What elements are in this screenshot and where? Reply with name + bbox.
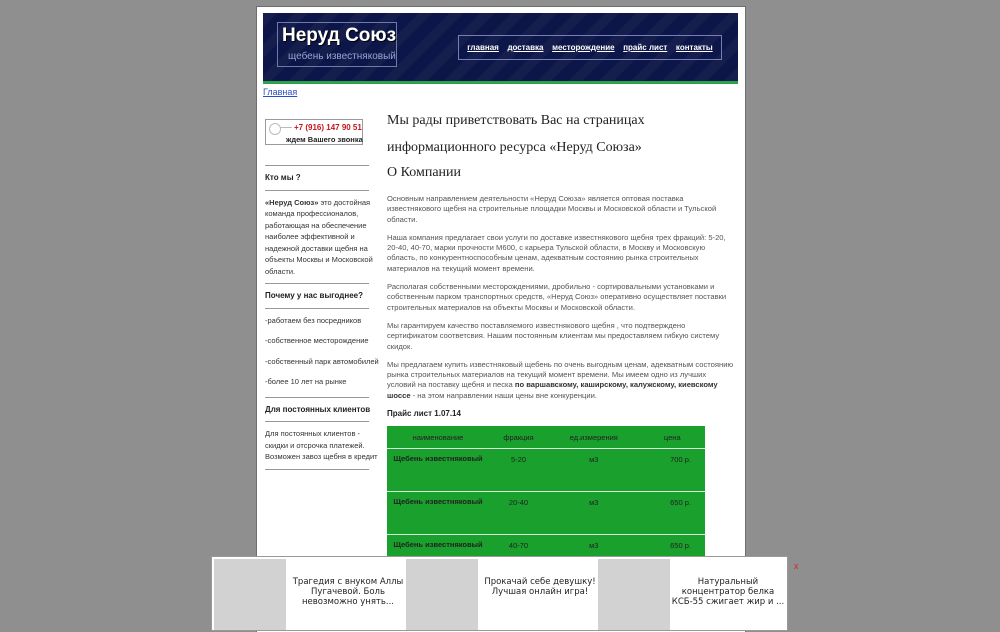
col-price: цена	[640, 426, 705, 449]
row-unit: м3	[548, 492, 640, 535]
ad-image[interactable]	[598, 559, 670, 630]
highways-text-start: Мы предлагаем купить известняковый щебень по очень выгодным ценам, адекватным состоянию рынка строительных материалов на текущий момент времени. Мы имеем одно из лучших условий на поставку щебня и песка	[387, 359, 734, 390]
col-unit: ед.измерения	[548, 426, 640, 449]
paragraph: Мы гарантируем качество поставляемого известнякового щебня , что подтверждено сертификатом соответсвия. Нашим постоянным клиентам мы предоставляем гибкую систему скидок.	[387, 320, 720, 351]
who-description: это достойная команда профессионалов, работающая на обеспечение наиболее эффективной и надежной доставки щебня на объекты Москвы и Московской области.	[265, 197, 373, 276]
ad-link[interactable]: Трагедия с внуком Аллы Пугачевой. Боль невозможно унять...	[292, 577, 404, 607]
row-price: 650 р.	[640, 535, 705, 578]
nav-link-delivery[interactable]: доставка	[507, 43, 544, 52]
table-row	[387, 492, 705, 535]
ad-image[interactable]	[214, 559, 286, 630]
who-text	[265, 197, 379, 278]
col-fraction: фракция	[489, 426, 548, 449]
who-brand: «Неруд Союз»	[265, 197, 319, 207]
sidebar	[265, 119, 379, 476]
price-list-title: Прайс лист 1.07.14	[387, 409, 461, 419]
main-content	[387, 107, 737, 578]
row-fraction: 20-40	[489, 492, 548, 535]
nav-link-home[interactable]: главная	[467, 43, 499, 52]
ad-link[interactable]: Натуральный концентратор белка КСБ-55 сжигает жир и ...	[671, 577, 785, 607]
nav-link-deposit[interactable]: месторождение	[552, 43, 615, 52]
site-logo[interactable]	[277, 22, 397, 67]
phone-divider	[280, 127, 292, 128]
sidebar-divider	[265, 469, 369, 470]
nav-link-price-list[interactable]: прайс лист	[623, 43, 668, 52]
about-heading: О Компании	[387, 165, 462, 180]
who-title: Кто мы ?	[265, 173, 301, 182]
logo-title: Неруд Союз	[282, 25, 397, 46]
ad-close-button[interactable]: x	[794, 561, 799, 571]
why-item: -более 10 лет на рынке	[265, 377, 347, 386]
row-price: 700 р.	[640, 449, 705, 492]
row-fraction: 5-20	[489, 449, 548, 492]
sidebar-divider	[265, 421, 369, 422]
nav-link-contacts[interactable]: контакты	[675, 43, 713, 52]
ad-image[interactable]	[406, 559, 478, 630]
why-item: -собственное месторождение	[265, 336, 369, 345]
sidebar-divider	[265, 165, 369, 166]
page-container	[256, 6, 746, 632]
phone-caption: ждем Вашего звонка	[286, 135, 363, 144]
ad-banner-bar	[211, 556, 788, 631]
phone-icon	[269, 123, 281, 135]
row-fraction: 40-70	[489, 535, 548, 578]
row-unit: м3	[548, 535, 640, 578]
table-row	[387, 449, 705, 492]
paragraph: Располагая собственными месторождениями, дробильно - сортировальными установками и собственным парком транспортных средств, «Неруд Союз» оперативно осуществляет поставки строительных материалов на объекты Москвы и Московской области.	[387, 282, 727, 312]
sidebar-divider	[265, 397, 369, 398]
sidebar-divider	[265, 308, 369, 309]
why-item: -собственный парк автомобилей	[265, 356, 379, 366]
phone-callback-box[interactable]	[265, 119, 363, 145]
why-item: -работаем без посредников	[265, 315, 362, 325]
highways-text-end: - на этом направлении наши цены вне конкуренции.	[410, 390, 597, 400]
paragraph: Основным направлением деятельности «Неруд Союза» является оптовая поставка известнякового щебня на строительные площадки Москвы и Московской области и Тульской области.	[387, 194, 717, 224]
why-title: Почему у нас выгоднее?	[265, 291, 363, 300]
regular-title: Для постоянных клиентов	[265, 404, 371, 414]
logo-subtitle: щебень известняковый	[288, 51, 396, 62]
welcome-heading: Мы рады приветствовать Вас на страницах информационного ресурса «Неруд Союза»	[387, 113, 645, 155]
row-price: 650 р.	[640, 492, 705, 535]
paragraph-highways	[387, 360, 737, 401]
price-table-header	[387, 426, 705, 449]
row-name: Щебень известняковый	[387, 535, 489, 578]
sidebar-divider	[265, 190, 369, 191]
breadcrumb[interactable]: Главная	[263, 87, 298, 97]
phone-number: +7 (916) 147 90 51	[294, 123, 362, 132]
paragraph: Наша компания предлагает свои услуги по доставке известнякового щебня трех фракций: 5-20, 20-40, 40-70, марки прочности М600, с карьера Тульской области, в Москву и Московскую область, по конкурентноспособным ценам, адекватным состоянию рынка строительных материалов на текущий момент времени.	[387, 232, 726, 273]
sidebar-divider	[265, 283, 369, 284]
highways-list: по варшавскому, каширскому, калужскому, киевскому шоссе	[387, 380, 718, 400]
main-nav	[458, 35, 722, 60]
row-unit: м3	[548, 449, 640, 492]
regular-text: Для постоянных клиентов - скидки и отсрочка платежей. Возможен завоз щебня в кредит	[265, 429, 378, 461]
col-name: наименование	[387, 426, 489, 449]
ad-link[interactable]: Прокачай себе девушку! Лучшая онлайн игра!	[484, 577, 596, 597]
row-name: Щебень известняковый	[387, 492, 489, 535]
site-header	[263, 13, 738, 84]
row-name: Щебень известняковый	[387, 449, 489, 492]
